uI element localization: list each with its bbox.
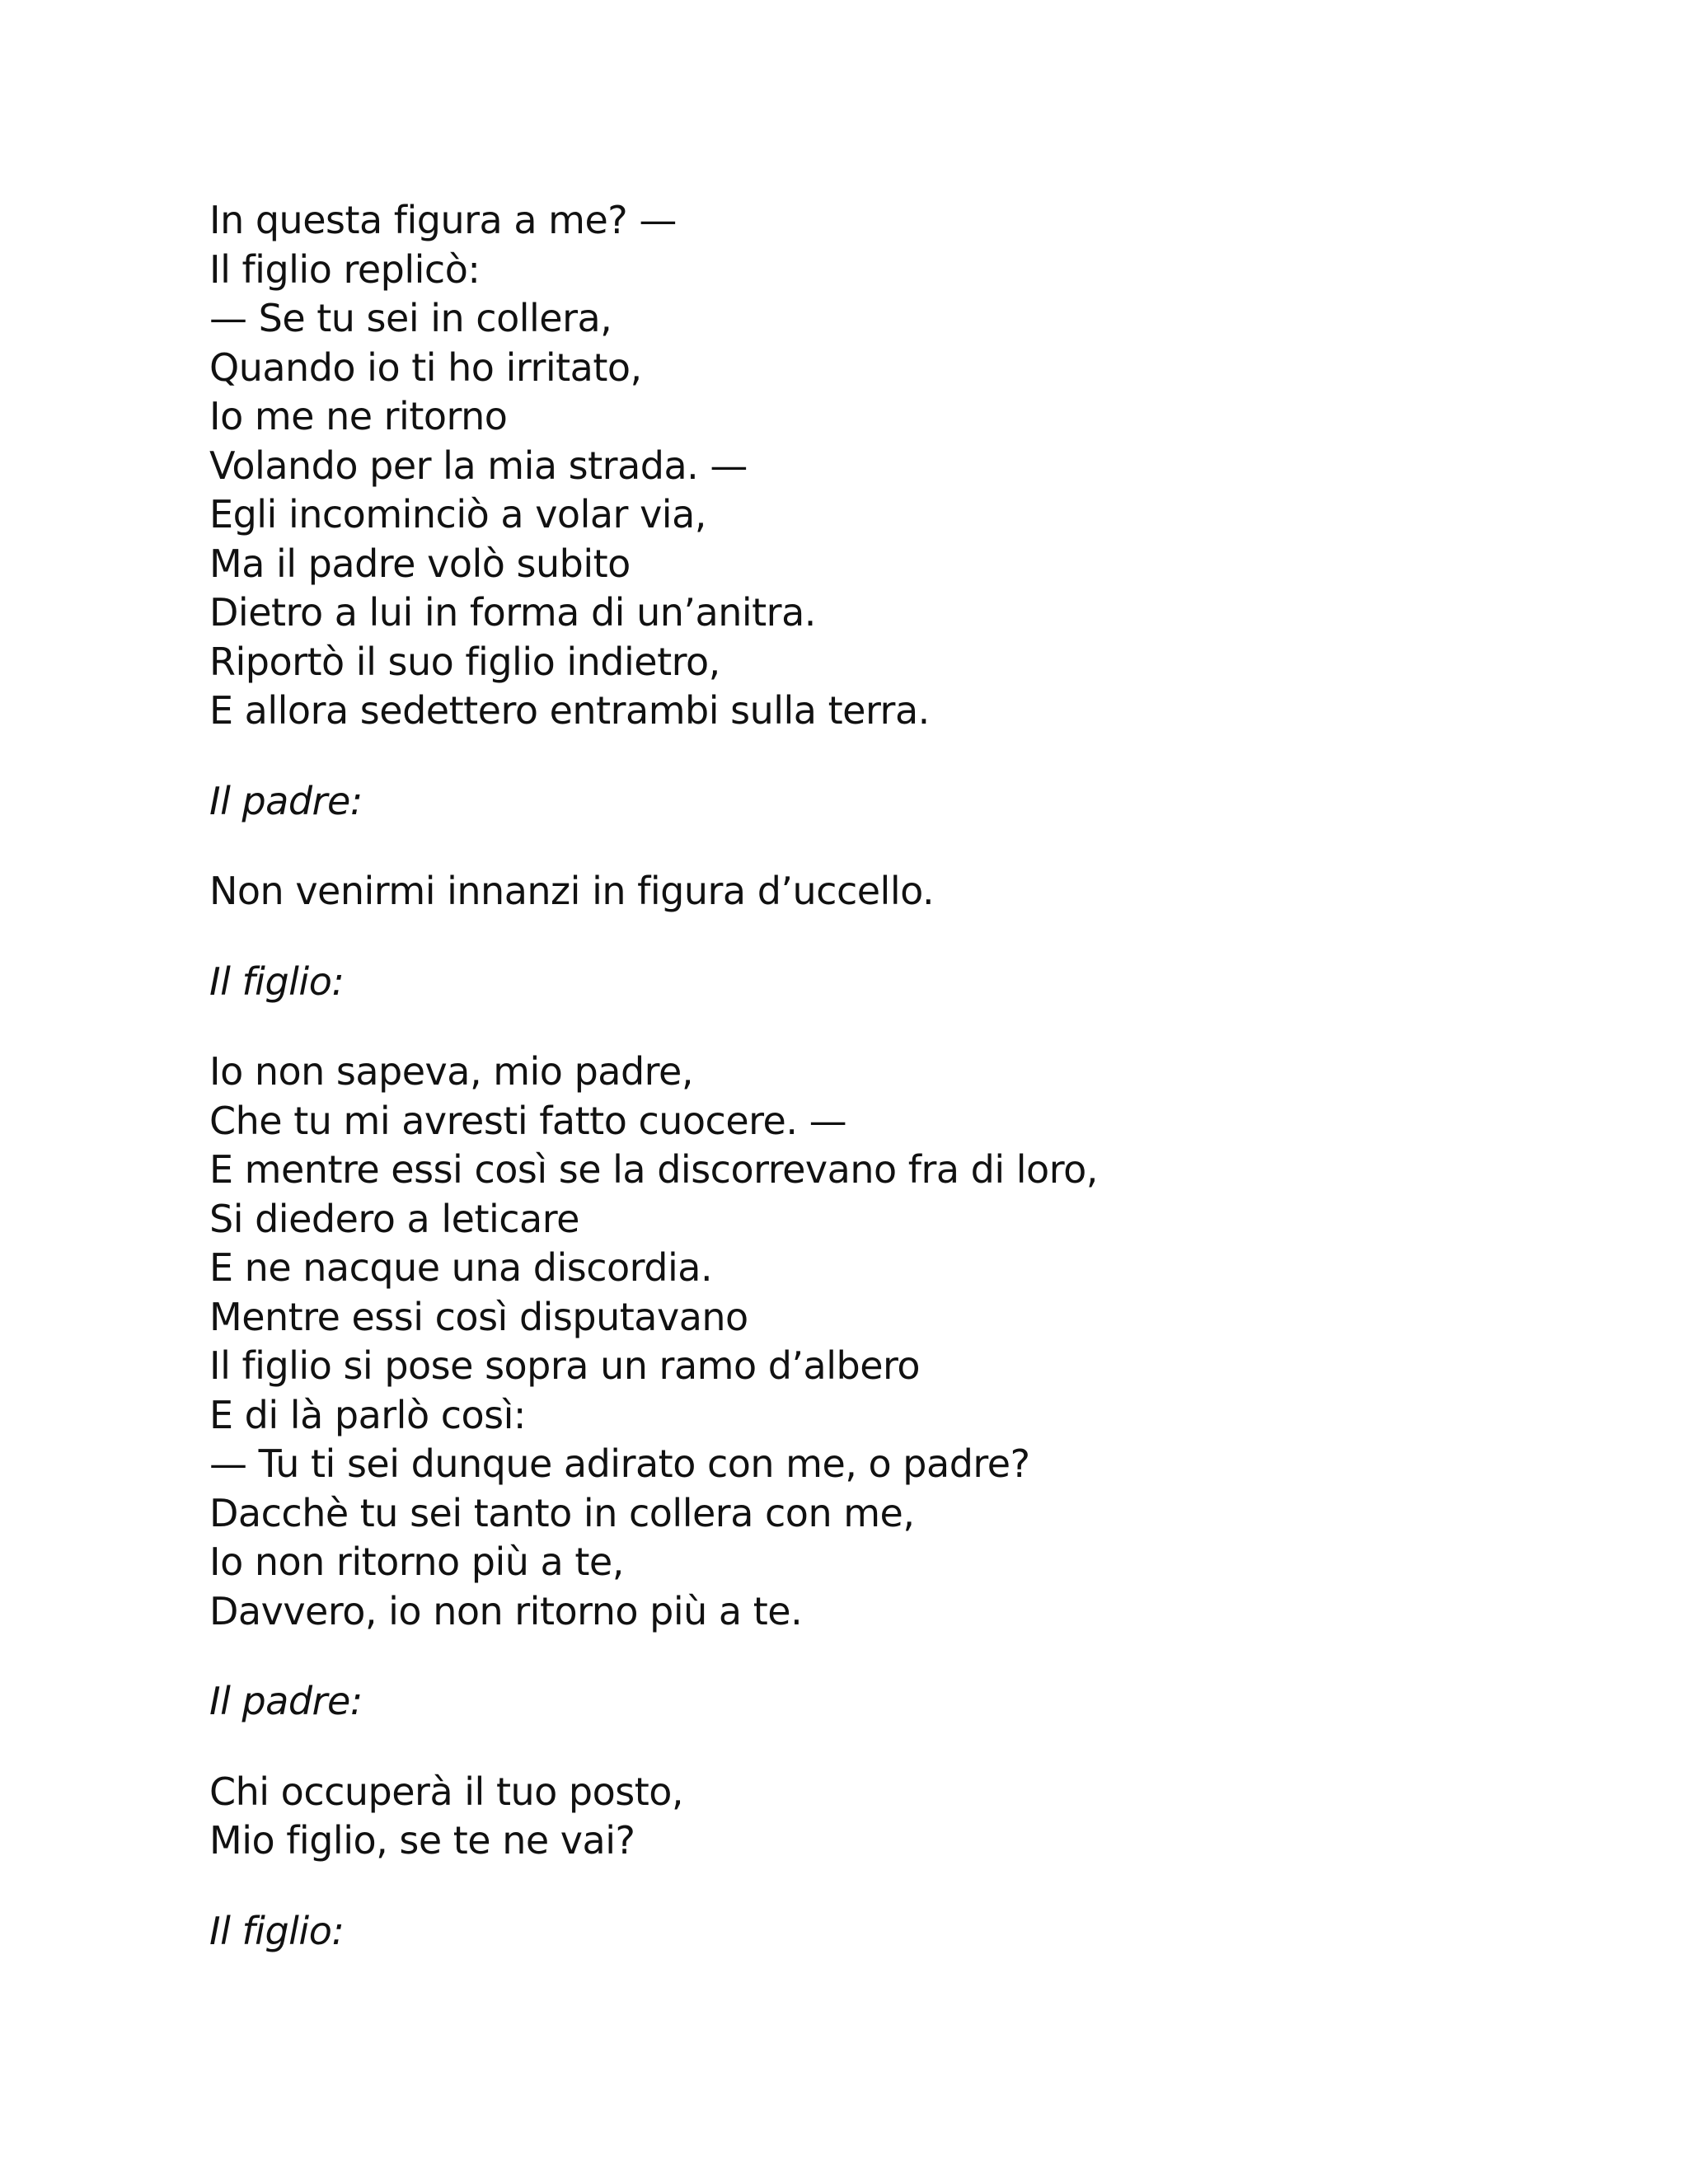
- stanza: [209, 1768, 1611, 1866]
- verse-line: Che tu mi avresti fatto cuocere. —: [209, 1098, 847, 1143]
- verse-line: E di là parlò così:: [209, 1392, 526, 1437]
- verse-line: Dacchè tu sei tanto in collera con me,: [209, 1490, 915, 1535]
- verse-line: Egli incominciò a volar via,: [209, 492, 706, 537]
- speaker-label: Il figlio:: [209, 958, 345, 1004]
- verse-line: Davvero, io non ritorno più a te.: [209, 1588, 803, 1633]
- stanza: [209, 1047, 1611, 1636]
- verse-line: — Tu ti sei dunque adirato con me, o padre?: [209, 1441, 1030, 1486]
- verse-line: Volando per la mia strada. —: [209, 443, 748, 488]
- speaker-label: Il padre:: [209, 778, 363, 823]
- verse-line: Io non sapeva, mio padre,: [209, 1049, 693, 1094]
- verse-line: Chi occuperà il tuo posto,: [209, 1769, 684, 1814]
- verse-line: Si diedero a leticare: [209, 1196, 579, 1241]
- verse-line: E allora sedettero entrambi sulla terra.: [209, 688, 930, 733]
- verse-line: E ne nacque una discordia.: [209, 1245, 713, 1290]
- verse-line: Quando io ti ho irritato,: [209, 344, 642, 390]
- stanza: [209, 867, 1611, 916]
- verse-line: Ma il padre volò subito: [209, 541, 631, 586]
- document-page: [209, 196, 1611, 1997]
- verse-line: — Se tu sei in collera,: [209, 296, 612, 340]
- speaker-label: Il figlio:: [209, 1908, 345, 1953]
- stanza: [209, 196, 1611, 736]
- verse-line: In questa figura a me? —: [209, 198, 677, 242]
- speaker-label: Il padre:: [209, 1679, 363, 1723]
- verse-line: Non venirmi innanzi in figura d’uccello.: [209, 869, 935, 913]
- verse-line: Io non ritorno più a te,: [209, 1540, 624, 1584]
- verse-line: Mentre essi così disputavano: [209, 1294, 748, 1339]
- verse-line: Mio figlio, se te ne vai?: [209, 1818, 635, 1863]
- verse-line: Riportò il suo figlio indietro,: [209, 639, 720, 684]
- verse-line: Io me ne ritorno: [209, 394, 508, 438]
- verse-line: Il figlio replicò:: [209, 246, 481, 292]
- verse-line: Il figlio si pose sopra un ramo d’albero: [209, 1343, 921, 1388]
- verse-line: Dietro a lui in forma di un’anitra.: [209, 590, 816, 635]
- verse-line: E mentre essi così se la discorrevano fra di loro,: [209, 1147, 1098, 1192]
